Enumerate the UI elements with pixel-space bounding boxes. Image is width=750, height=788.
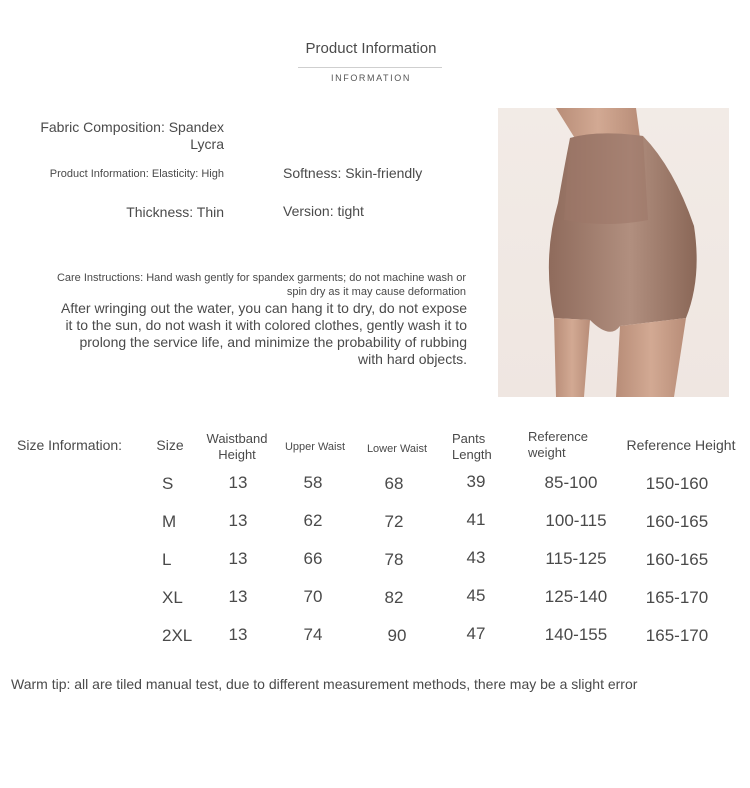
header-ref-weight-line1: Reference bbox=[528, 429, 588, 444]
table-cell-lower-waist: 68 bbox=[384, 474, 404, 493]
care-instructions-line2: spin dry as it may cause deformation bbox=[286, 286, 466, 298]
table-cell-size: L bbox=[162, 550, 172, 569]
table-cell-size: XL bbox=[162, 588, 183, 607]
care-instructions-line1: Care Instructions: Hand wash gently for spandex garments; do not machine wash or bbox=[56, 272, 466, 284]
table-cell-ref-height: 165-170 bbox=[645, 626, 709, 645]
table-cell-ref-weight: 100-115 bbox=[545, 511, 607, 530]
table-cell-ref-weight: 85-100 bbox=[544, 473, 598, 492]
table-cell-pants-length: 45 bbox=[466, 586, 486, 605]
table-cell-waistband: 13 bbox=[228, 473, 248, 492]
table-cell-size: M bbox=[162, 512, 177, 531]
table-cell-lower-waist: 72 bbox=[384, 512, 404, 531]
header-upper-waist: Upper Waist bbox=[284, 441, 346, 453]
fabric-composition: Fabric Composition: Spandex bbox=[40, 119, 224, 135]
header-reference-weight bbox=[528, 429, 608, 461]
header-waistband-line2: Height bbox=[218, 447, 256, 462]
table-cell-pants-length: 43 bbox=[466, 548, 486, 567]
table-cell-upper-waist: 66 bbox=[303, 549, 323, 568]
header-lower-waist: Lower Waist bbox=[366, 443, 428, 455]
table-cell-pants-length: 39 bbox=[466, 472, 486, 491]
softness: Softness: Skin-friendly bbox=[283, 165, 423, 181]
header-pants-line2: Length bbox=[452, 447, 492, 462]
table-cell-upper-waist: 62 bbox=[303, 511, 323, 530]
table-cell-ref-weight: 115-125 bbox=[545, 549, 607, 568]
product-information: Product Information: Elasticity: High bbox=[49, 168, 224, 180]
header-waistband-line1: Waistband bbox=[206, 431, 268, 446]
table-cell-size: 2XL bbox=[162, 626, 193, 645]
table-cell-ref-height: 165-170 bbox=[645, 588, 709, 607]
header-waistband-height bbox=[198, 431, 276, 463]
care-body-line: with hard objects. bbox=[358, 351, 467, 367]
table-cell-waistband: 13 bbox=[228, 511, 248, 530]
table-cell-pants-length: 47 bbox=[466, 624, 486, 643]
title-divider bbox=[298, 67, 442, 68]
header-size: Size bbox=[156, 437, 184, 453]
table-cell-lower-waist: 90 bbox=[387, 626, 407, 645]
table-cell-ref-height: 160-165 bbox=[645, 550, 709, 569]
table-cell-lower-waist: 82 bbox=[384, 588, 404, 607]
care-body bbox=[4, 300, 467, 368]
version: Version: tight bbox=[283, 203, 364, 219]
header-ref-weight-line2: weight bbox=[528, 445, 566, 460]
care-body-line: it to the sun, do not wash it with colored clothes, gently wash it to bbox=[65, 317, 467, 333]
table-cell-ref-height: 160-165 bbox=[645, 512, 709, 531]
header-reference-height: Reference Height bbox=[626, 437, 736, 453]
table-cell-upper-waist: 70 bbox=[303, 587, 323, 606]
table-cell-waistband: 13 bbox=[228, 625, 248, 644]
table-cell-pants-length: 41 bbox=[466, 510, 486, 529]
table-cell-ref-height: 150-160 bbox=[645, 474, 709, 493]
table-cell-size: S bbox=[162, 474, 174, 493]
header-pants-length bbox=[443, 431, 499, 463]
care-body-line: After wringing out the water, you can hang it to dry, do not expose bbox=[61, 300, 467, 316]
shapewear-illustration bbox=[498, 108, 729, 397]
table-cell-lower-waist: 78 bbox=[384, 550, 404, 569]
table-cell-upper-waist: 74 bbox=[303, 625, 323, 644]
thickness: Thickness: Thin bbox=[126, 204, 224, 220]
table-cell-waistband: 13 bbox=[228, 549, 248, 568]
warm-tip: Warm tip: all are tiled manual test, due to different measurement methods, there may be a slight error bbox=[11, 676, 638, 692]
size-information-label: Size Information: bbox=[17, 437, 123, 453]
fabric-composition-line2: Lycra bbox=[190, 136, 224, 152]
page-subtitle: INFORMATION bbox=[331, 73, 411, 83]
table-cell-upper-waist: 58 bbox=[303, 473, 323, 492]
care-body-line: prolong the service life, and minimize the probability of rubbing bbox=[79, 334, 467, 350]
product-photo bbox=[498, 108, 729, 397]
header-pants-line1: Pants bbox=[452, 431, 486, 446]
table-cell-ref-weight: 125-140 bbox=[544, 587, 608, 606]
page-title: Product Information bbox=[305, 40, 437, 57]
table-cell-ref-weight: 140-155 bbox=[544, 625, 608, 644]
table-cell-waistband: 13 bbox=[228, 587, 248, 606]
